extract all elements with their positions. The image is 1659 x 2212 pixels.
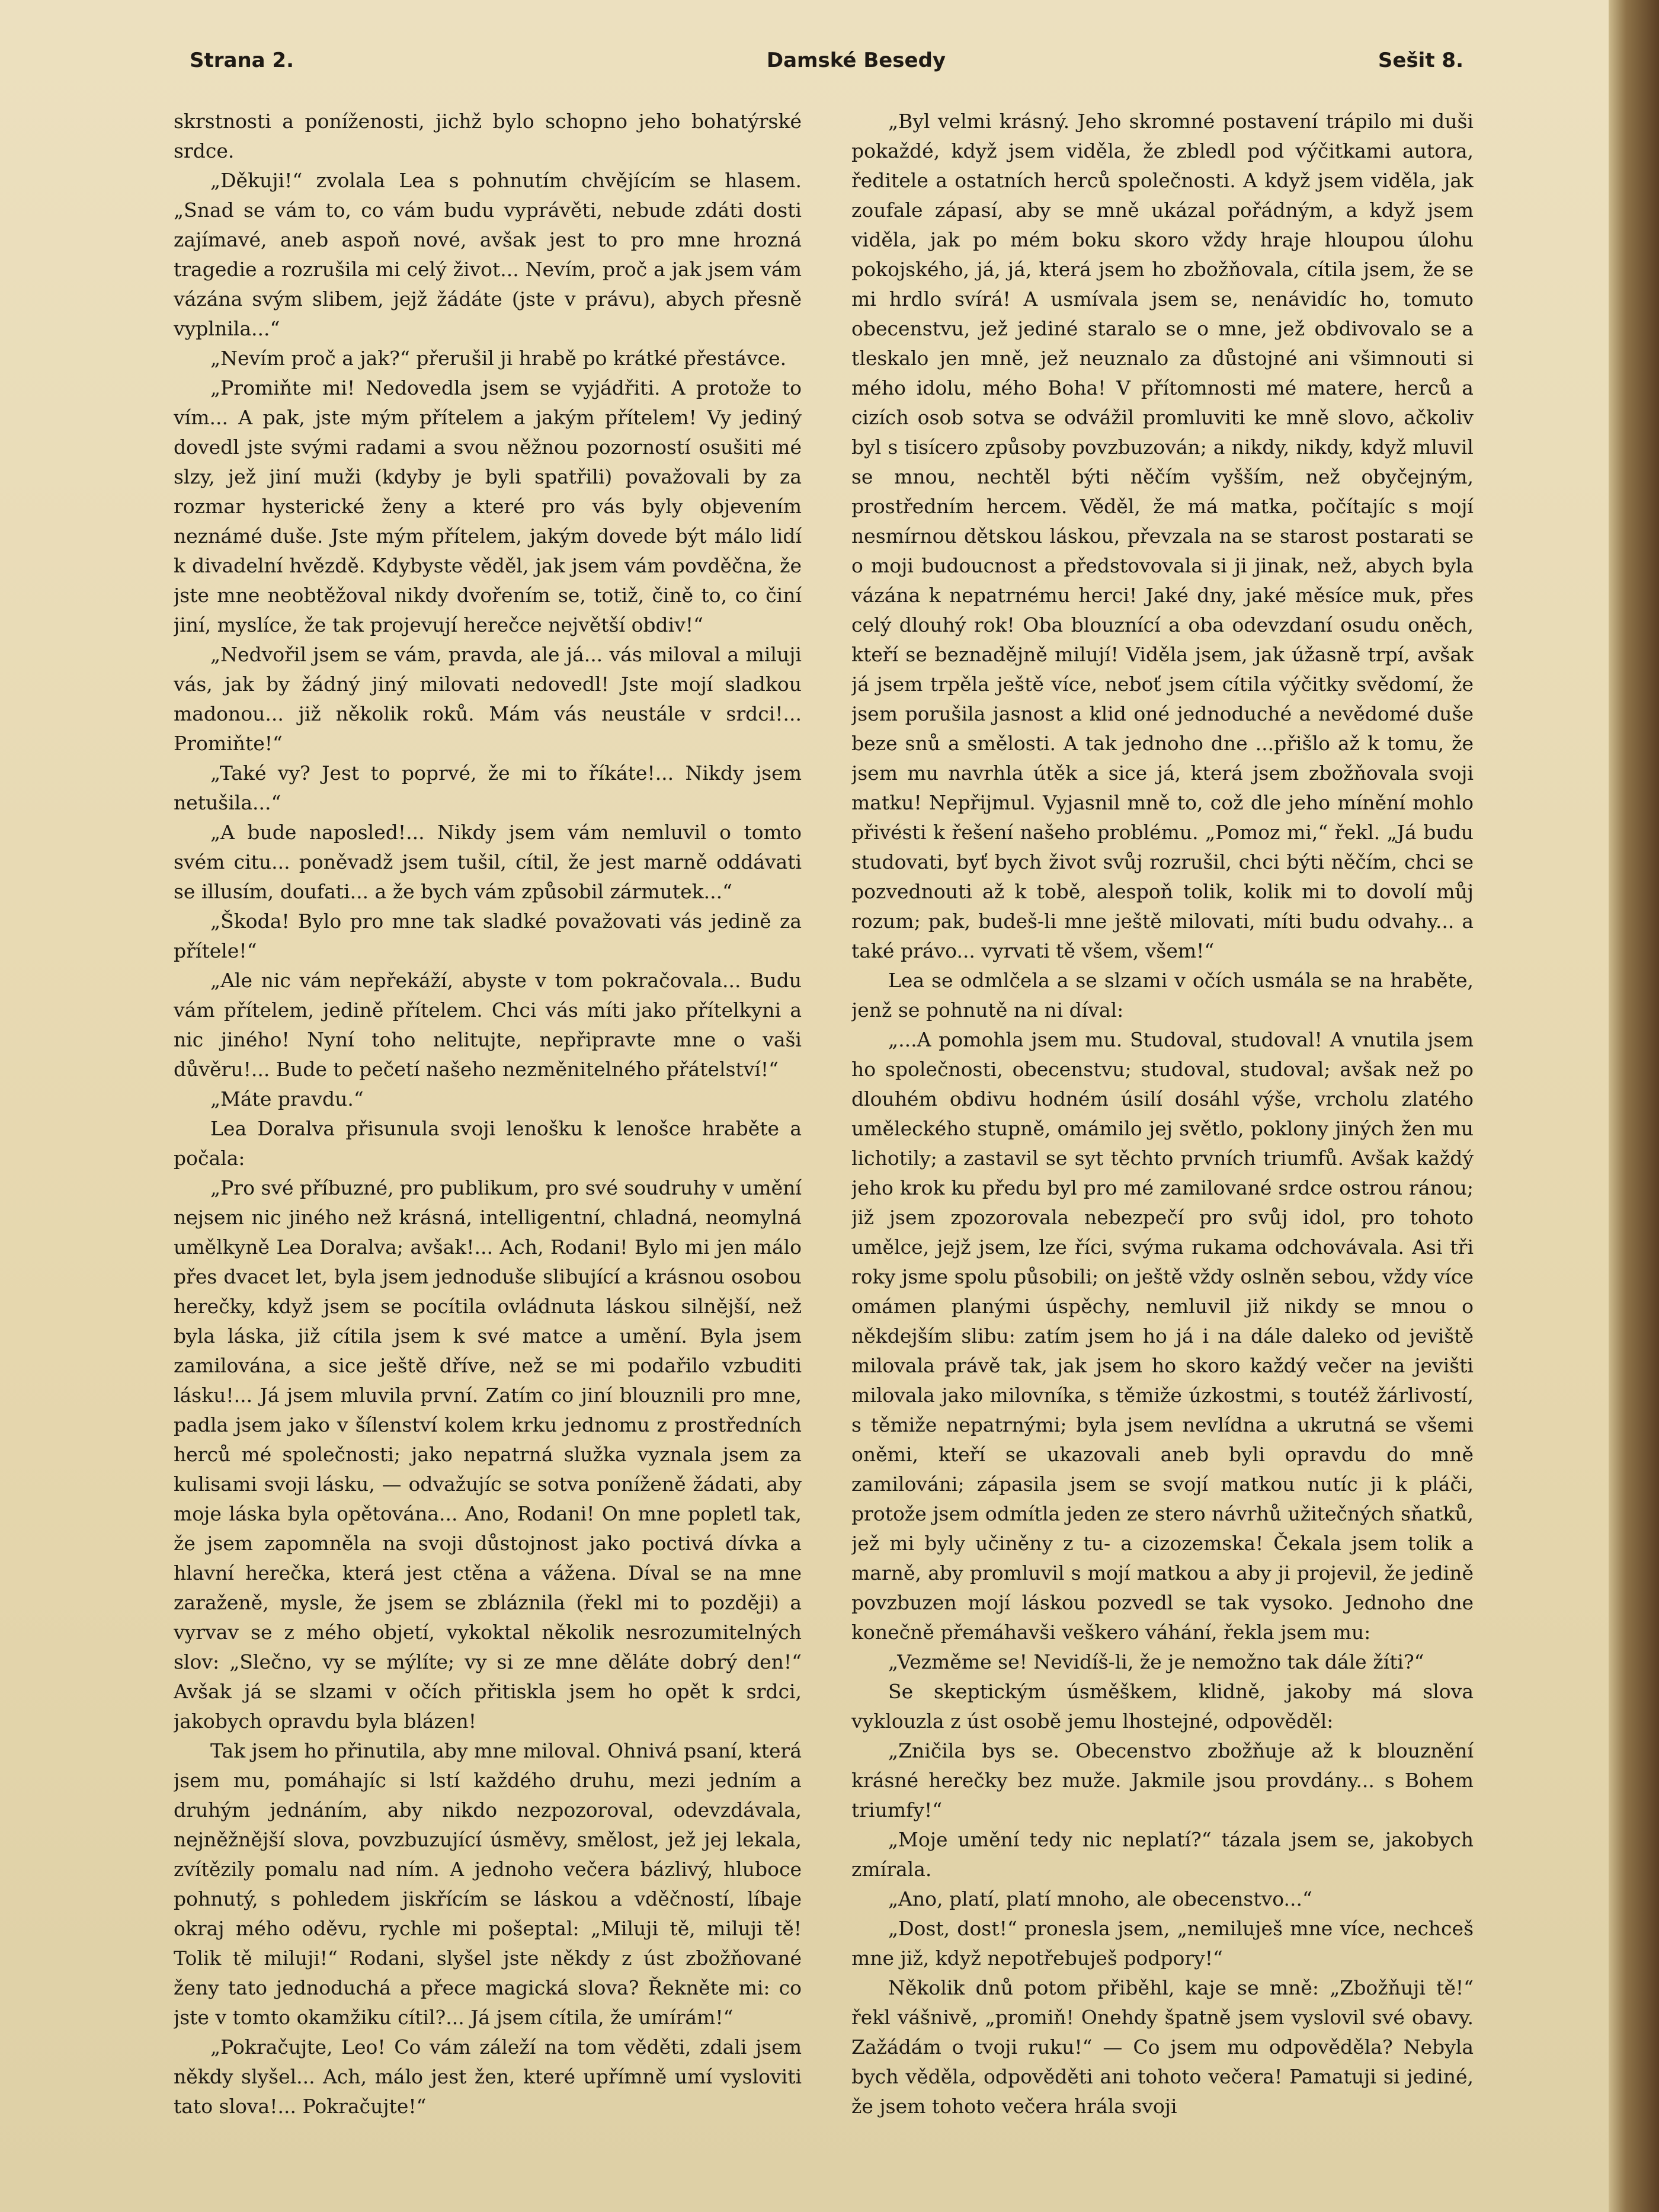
paragraph: „Máte pravdu.“ — [210, 1087, 364, 1110]
paragraph: „Ano, platí, platí mnoho, ale obecenstvo...“ — [888, 1887, 1312, 1910]
page-header — [190, 49, 1463, 84]
paragraph: „Promiňte mi! Nedovedla jsem se vyjádřiti. A protože to vím... A pak, jste mým přítelem a jakým přítelem! Vy jediný dovedl jste svými radami a svou něžnou pozorností osušiti mé slzy, jež jiní muži (kdyby je byli spatřili) považovali by za rozmar hysterické ženy a které pro vás byly objevením neznámé duše. Jste mým přítelem, jakým dovede být málo lidí k divadelní hvězdě. Kdybyste věděl, jak jsem vám povděčna, že jste mne neobtěžoval nikdy dvořením se, totiž, čině to, co činí jiní, myslíce, že tak projevují herečce největší obdiv!“ — [174, 376, 802, 636]
paragraph: „Také vy? Jest to poprvé, že mi to říkáte!... Nikdy jsem netušila...“ — [174, 761, 802, 814]
paragraph: „Zničila bys se. Obecenstvo zbožňuje až k blouznění krásné herečky bez muže. Jakmile jsou provdány... s Bohem triumfy!“ — [851, 1739, 1474, 1822]
paragraph: „Moje umění tedy nic neplatí?“ tázala jsem se, jakobych zmírala. — [851, 1828, 1474, 1881]
paragraph: „Byl velmi krásný. Jeho skromné postavení trápilo mi duši pokaždé, když jsem viděla, že zbledl pod výčitkami autora, ředitele a ostatních herců společnosti. A když jsem viděla, jak zoufale zápasí, aby se mně ukázal pořádným, a když jsem viděla, jak po mém boku skoro vždy hraje hloupou úlohu pokojského, já, já, která jsem ho zbožňovala, cítila jsem, že se mi hrdlo svírá! A usmívala jsem se, nenávidíc ho, tomuto obecenstvu, jež jediné staralo se o mne, jež obdivovalo se a tleskalo jen mně, jež neuznalo za důstojné ani všimnouti si mého idolu, mého Boha! V přítomnosti mé matere, herců a cizích osob sotva se odvážil promluviti ke mně slovo, ačkoliv byl s tisícero způsoby povzbuzován; a nikdy, nikdy, když mluvil se mnou, nechtěl býti něčím vyšším, než obyčejným, prostředním hercem. Věděl, že má matka, počítajíc s mojí nesmírnou dětskou láskou, převzala na se starost postarati se o moji budoucnost a předstovovala si ji jinak, než, abych byla vázána k nepatrnému herci! Jaké dny, jaké měsíce muk, přes celý dlouhý rok! Oba blouznící a oba odevzdaní osudu oněch, kteří se beznadějně milují! Viděla jsem, jak úžasně trpí, avšak já jsem trpěla ještě více, neboť jsem cítila výčitky svědomí, že jsem porušila jasnost a klid oné jednoduché a nevědomé duše beze snů a smělosti. A tak jednoho dne ...přišlo až k tomu, že jsem mu navrhla útěk a sice já, která jsem zbožňovala svoji matku! Nepřijmul. Vyjasnil mně to, což dle jeho mínění mohlo přivésti k řešení našeho problému. „Pomoz mi,“ řekl. „Já budu studovati, byť bych život svůj rozrušil, chci býti něčím, chci se pozvednouti až k tobě, alespoň tolik, kolik mi to dovolí můj rozum; pak, budeš-li mne ještě milovati, míti budu odvahy... a také právo... vyrvati tě všem, všem!“ — [851, 110, 1474, 962]
issue-number: Sešit 8. — [1378, 49, 1463, 72]
paragraph: Několik dnů potom přiběhl, kaje se mně: „Zbožňuji tě!“ řekl vášnivě, „promiň! Onehdy špatně jsem vyslovil své obavy. Zažádám o tvoji ruku!“ — Co jsem mu odpověděla? Nebyla bych věděla, odpověděti ani tohoto večera! Pamatuji si jediné, že jsem tohoto večera hrála svoji — [851, 1976, 1474, 2118]
magazine-title: Damské Besedy — [766, 49, 946, 72]
paragraph: „Nedvořil jsem se vám, pravda, ale já... vás miloval a miluji vás, jak by žádný jiný milovati nedovedl! Jste mojí sladkou madonou... již několik roků. Mám vás neustále v srdci!... Promiňte!“ — [174, 643, 802, 755]
paragraph: „Děkuji!“ zvolala Lea s pohnutím chvějícím se hlasem. „Snad se vám to, co vám budu vyprávěti, nebude zdáti dosti zajímavé, aneb aspoň nové, avšak jest to pro mne hrozná tragedie a rozrušila mi celý život... Nevím, proč a jak jsem vám vázána svým slibem, jejž žádáte (jste v právu), abych přesně vyplnila...“ — [174, 169, 802, 340]
paragraph: Tak jsem ho přinutila, aby mne miloval. Ohnivá psaní, která jsem mu, pomáhajíc si lstí každého druhu, mezi jedním a druhým jednáním, aby nikdo nezpozoroval, odevzdávala, nejněžnější slova, povzbuzující úsměvy, smělost, jež jej lekala, zvítězily pomalu nad ním. A jednoho večera bázlivý, hluboce pohnutý, s pohledem jiskřícím se láskou a vděčností, líbaje okraj mého oděvu, rychle mi pošeptal: „Miluji tě, miluji tě! Tolik tě miluji!“ Rodani, slyšel jste někdy z úst zbožňované ženy tato jednoduchá a přece magická slova? Řekněte mi: co jste v tomto okamžiku cítil?... Já jsem cítila, že umírám!“ — [174, 1739, 802, 2029]
paragraph: „...A pomohla jsem mu. Studoval, studoval! A vnutila jsem ho společnosti, obecenstvu; studoval, studoval; avšak než po dlouhém obdivu hodném úsilí dosáhl výše, vrcholu zlatého uměleckého stupně, omámilo jej světlo, poklony jiných žen mu lichotily; a zastavil se syt těchto prvních triumfů. Avšak každý jeho krok ku předu byl pro mé zamilované srdce ostrou ránou; již jsem zpozorovala nebezpečí pro svůj idol, pro tohoto umělce, jejž jsem, lze říci, svýma rukama odchovávala. Asi tři roky jsme spolu působili; on ještě vždy oslněn sebou, vždy více omámen planými úspěchy, nemluvil již nikdy se mnou o někdejším slibu: zatím jsem ho já i na dále daleko od jeviště milovala právě tak, jak jsem ho skoro každý večer na jevišti milovala jako milovníka, s těmiže úzkostmi, s toutéž žárlivostí, s těmiže nepatrnými; byla jsem nevlídna a ukrutná se všemi oněmi, kteří se ukazovali aneb byli opravdu do mně zamilováni; zápasila jsem se svojí matkou nutíc ji k pláči, protože jsem odmítla jeden ze stero návrhů užitečných sňatků, jež mi byly učiněny z tu- a cizozemska! Čekala jsem tolik a marně, aby promluvil s mojí matkou a aby ji projevil, že jedině povzbuzen mojí láskou pozvedl se tak vysoko. Jednoho dne konečně přemáhavši veškero váhání, řekla jsem mu: — [851, 1028, 1474, 1644]
paragraph: „Dost, dost!“ pronesla jsem, „nemiluješ mne více, nechceš mne již, když nepotřebuješ podpory!“ — [851, 1917, 1474, 1970]
paragraph: „Nevím proč a jak?“ přerušil ji hrabě po krátké přestávce. — [210, 347, 787, 370]
paragraph: „Pokračujte, Leo! Co vám záleží na tom věděti, zdali jsem někdy slyšel... Ach, málo jest žen, které upřímně umí vysloviti tato slova!... Pokračujte!“ — [174, 2035, 802, 2118]
paragraph: Lea Doralva přisunula svoji lenošku k lenošce hraběte a počala: — [174, 1117, 802, 1170]
page-binding-edge — [1609, 0, 1659, 2212]
page-number: Strana 2. — [190, 49, 294, 72]
paragraph: Se skeptickým úsměškem, klidně, jakoby má slova vyklouzla z úst osobě jemu lhostejné, odpověděl: — [851, 1680, 1474, 1733]
paragraph: skrstnosti a poníženosti, jichž bylo schopno jeho bohatýrské srdce. — [174, 110, 802, 162]
paragraph: „Pro své příbuzné, pro publikum, pro své soudruhy v umění nejsem nic jiného než krásná, intelligentní, chladná, neomylná umělkyně Lea Doralva; avšak!... Ach, Rodani! Bylo mi jen málo přes dvacet let, byla jsem jednoduše slibující a krásnou osobou herečky, když jsem se pocítila ovládnuta láskou silnější, než byla láska, již cítila jsem k své matce a umění. Byla jsem zamilována, a sice ještě dříve, než se mi podařilo vzbuditi lásku!... Já jsem mluvila první. Zatím co jiní blouznili pro mne, padla jsem jako v šílenství kolem krku jednomu z prostředních herců mé společnosti; jako nepatrná služka vyznala jsem za kulisami svoji lásku, — odvažujíc se sotva poníženě žádati, aby moje láska byla opětována... Ano, Rodani! On mne popletl tak, že jsem zapomněla na svoji důstojnost jako poctivá dívka a hlavní herečka, která jest ctěna a vážena. Díval se na mne zaraženě, mysle, že jsem se zbláznila (řekl mi to později) a vyrvav se z mého objetí, vykoktal několik nesrozumitelných slov: „Slečno, vy se mýlíte; vy si ze mne děláte dobrý den!“ Avšak já se slzami v očích přitiskla jsem ho opět k srdci, jakobych opravdu byla blázen! — [174, 1176, 802, 1733]
paragraph: „Škoda! Bylo pro mne tak sladké považovati vás jedině za přítele!“ — [174, 910, 802, 962]
paragraph: „Ale nic vám nepřekáží, abyste v tom pokračovala... Budu vám přítelem, jedině přítelem. Chci vás míti jako přítelkyni a nic jiného! Nyní toho nelitujte, nepřipravte mne o vaši důvěru!... Bude to pečetí našeho nezměnitelného přátelství!“ — [174, 969, 802, 1081]
right-column — [851, 107, 1474, 2163]
paragraph: Lea se odmlčela a se slzami v očích usmála se na hraběte, jenž se pohnutě na ni díval: — [851, 969, 1474, 1022]
left-column — [174, 107, 802, 2163]
paragraph: „Vezměme se! Nevidíš-li, že je nemožno tak dále žíti?“ — [888, 1650, 1424, 1673]
paragraph: „A bude naposled!... Nikdy jsem vám nemluvil o tomto svém citu... poněvadž jsem tušil, cítil, že jest marně oddávati se illusím, doufati... a že bych vám způsobil zármutek...“ — [174, 821, 802, 903]
